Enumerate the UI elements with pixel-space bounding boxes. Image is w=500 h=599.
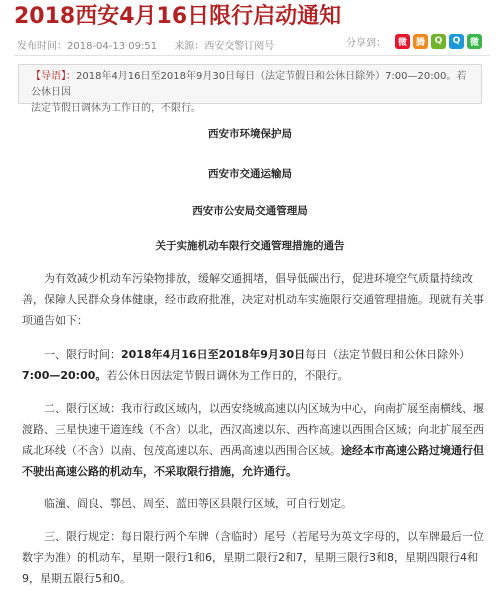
section-2-line-3-normal: 咸北环线（不含）以南、包茂高速以东、西禹高速以西围合区域。 — [22, 444, 341, 457]
lead-text-1: 2018年4月16日至2018年9月30日每日（法定节假日和公休日除外）7:00—20:00。若公休日因 — [31, 71, 467, 98]
section-1-line-2 — [22, 365, 488, 386]
lead-tag: 【导语】： — [31, 71, 76, 82]
publish-time — [17, 41, 157, 52]
publish-label: 发布时间： — [17, 41, 67, 52]
section-2-line-4 — [22, 461, 488, 482]
issuer-1: 西安市环境保护局 — [208, 128, 292, 140]
intro-line-1: 为有效减少机动车污染物排放，缓解交通拥堵，倡导低碳出行，促进环境空气质量持续改 — [44, 272, 473, 285]
section-1-bold-2: 7:00—20:00。 — [22, 369, 107, 382]
section-1-normal-1: 每日（法定节假日和公休日除外） — [305, 348, 471, 361]
article-title: 2018西安4月16日限行启动通知 — [14, 4, 342, 29]
notice-title: 关于实施机动车限行交通管理措施的通告 — [155, 240, 345, 252]
lead-box — [18, 64, 482, 114]
share-label: 分享到： — [346, 37, 386, 49]
section-2-line-3 — [22, 440, 488, 461]
weibo-icon[interactable]: 微 — [395, 34, 410, 49]
section-3-line-1: 三、限行规定：每日限行两个车牌（含临时）尾号（若尾号为英文字母的，以车牌最后一位 — [44, 530, 484, 543]
section-1 — [22, 344, 488, 386]
share-bar — [346, 33, 482, 49]
section-2b — [22, 493, 488, 514]
intro-line-3: 项通告如下： — [22, 314, 88, 327]
section-2-line-4-bold: 不驶出高速公路的机动车，不采取限行措施，允许通行。 — [22, 465, 297, 478]
tencent-weibo-icon[interactable]: 腾 — [413, 34, 428, 49]
divider — [14, 55, 490, 56]
qzone-icon[interactable]: Q — [431, 34, 446, 49]
intro-paragraph — [22, 268, 488, 331]
article-meta — [17, 37, 288, 52]
section-1-normal-2: 若公休日因法定节假日调休为工作日的，不限行。 — [106, 369, 349, 382]
section-2-line-2: 渡路、三星快速干道连线（不含）以北，西汉高速以东、西柞高速以西围合区域；向北扩展至西 — [22, 423, 484, 436]
intro-line-2: 善，保障人民群众身体健康，经市政府批准，决定对机动车实施限行交通管理措施。现就有关事 — [22, 293, 484, 306]
section-1-prefix: 一、限行时间： — [44, 348, 121, 361]
lead-line-1 — [31, 69, 471, 101]
source — [174, 41, 274, 52]
section-2-line-1: 二、限行区域：我市行政区域内，以西安绕城高速以内区域为中心，向南扩展至南横线、堰 — [44, 402, 484, 415]
source-label: 来源： — [174, 41, 205, 52]
qq-icon[interactable]: Q — [449, 34, 464, 49]
wechat-icon[interactable]: 微 — [467, 34, 482, 49]
section-1-bold-1: 2018年4月16日至2018年9月30日 — [121, 348, 306, 361]
lead-line-2: 法定节假日调休为工作日的，不限行。 — [31, 103, 201, 114]
issuer-3: 西安市公安局交通管理局 — [192, 205, 308, 217]
section-3 — [22, 526, 488, 589]
publish-value: 2018-04-13 09:51 — [67, 41, 158, 52]
section-1-line-1 — [22, 344, 488, 365]
source-value: 西安交警订阅号 — [204, 41, 275, 52]
section-3-line-2: 数字为准）的机动车，星期一限行1和6，星期二限行2和7，星期三限行3和8，星期四限行4和 — [22, 551, 478, 564]
section-2 — [22, 398, 488, 482]
section-2-line-3-bold: 途经本市高速公路过境通行但 — [341, 444, 484, 457]
section-2b-line: 临潼、阎良、鄠邑、周至、蓝田等区县限行区域，可自行划定。 — [44, 497, 352, 510]
issuer-2: 西安市交通运输局 — [208, 168, 292, 180]
section-3-line-3: 9，星期五限行5和0。 — [22, 572, 131, 585]
